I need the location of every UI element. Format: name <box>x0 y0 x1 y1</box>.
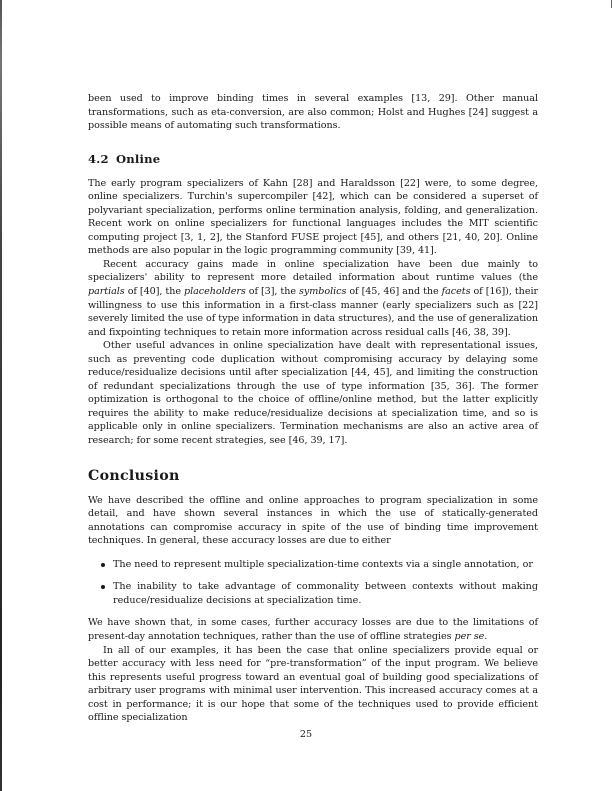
text-run: . <box>484 630 488 642</box>
text-run: of [45, 46] and the <box>346 286 442 298</box>
bullet-item <box>101 558 538 572</box>
page-body <box>88 92 538 725</box>
scan-edge-left <box>0 0 2 791</box>
paragraph-conclusion-3: In all of our examples, it has been the case that online specializers provide equal or better accuracy with less need for “pre-transformation” of the input program. We believe this represents useful progress toward an eventual goal of building good specializations of arbitrary user programs with minimal user intervention. This increased accuracy comes at a cost in performance; it is our hope that some of the techniques used to provide efficient offline specialization <box>88 644 538 724</box>
text-run: We have shown that, in some cases, further accuracy losses are due to the limitations of present-day annotation techniques, rather than the use of offline strategies <box>88 617 538 642</box>
bullet-text: The need to represent multiple specialization-time contexts via a single annotation, or <box>113 558 533 570</box>
paragraph-online-2 <box>88 258 538 339</box>
term-symbolics: symbolics <box>298 286 347 298</box>
section-title: Online <box>116 151 161 166</box>
paragraph-conclusion-intro: We have described the offline and online approaches to program specialization in some detail, and have shown several instances in which the use of statically-generated annotations can compromise accuracy in spite of the use of binding time improvement techniques. In general, these accuracy losses are due to either <box>88 494 538 547</box>
term-partials: partials <box>88 286 125 298</box>
page-number: 25 <box>299 729 313 740</box>
section-number: 4.2 <box>88 151 109 166</box>
paragraph-conclusion-2 <box>88 616 538 643</box>
term-per-se: per se <box>454 630 485 642</box>
bullet-icon <box>101 585 105 589</box>
paragraph-online-1: The early program specializers of Kahn [28] and Haraldsson [22] were, to some degree, online specializers. Turchin's supercompiler [42], which can be considered a superset of polyvariant specialization, performs online termination analysis, folding, and generalization. Recent work on online specializers for functional languages includes the MIT scientific computing project [3, 1, 2], the Stanford FUSE project [45], and others [21, 40, 20]. Online methods are also popular in the logic programming community [39, 41]. <box>88 177 538 257</box>
term-facets: facets <box>441 286 471 298</box>
section-heading-online <box>88 152 538 166</box>
bullet-list <box>88 558 538 608</box>
bullet-item <box>101 580 538 607</box>
paragraph-continued: been used to improve binding times in several examples [13, 29]. Other manual transformations, such as eta-conversion, are also common; Holst and Hughes [24] suggest a possible means of automating such transformations. <box>88 93 538 132</box>
text-run: of [40], the <box>124 286 184 298</box>
bullet-text: The inability to take advantage of commonality between contexts without making reduce/residualize decisions at specialization time. <box>113 581 538 606</box>
text-run: of [16]), their willingness to use this information in a first-class manner (early specializers such as [22] severely limited the use of type information in data structures), and the use of generalization and fixpointing techniques to retain more information across residual calls [46, 38, 39]. <box>88 286 538 338</box>
paragraph-online-3: Other useful advances in online specialization have dealt with representational issues, such as preventing code duplication without compromising accuracy by delaying some reduce/residualize decisions until after specialization [44, 45], and limiting the construction of redundant specializations through the use of type information [35, 36]. The former optimization is orthogonal to the choice of offline/online method, but the latter explicitly requires the ability to make reduce/residualize decisions at specialization time, and so is applicable only in online specializers. Termination mechanisms are also an active area of research; for some recent strategies, see [46, 39, 17]. <box>88 340 538 447</box>
text-run: of [3], the <box>245 286 299 298</box>
bullet-icon <box>101 563 105 567</box>
section-heading-conclusion: Conclusion <box>88 467 180 484</box>
term-placeholders: placeholders <box>184 286 246 298</box>
text-run: Recent accuracy gains made in online specialization have been due mainly to specializers' ability to represent more detailed information about runtime values (the <box>88 258 538 284</box>
